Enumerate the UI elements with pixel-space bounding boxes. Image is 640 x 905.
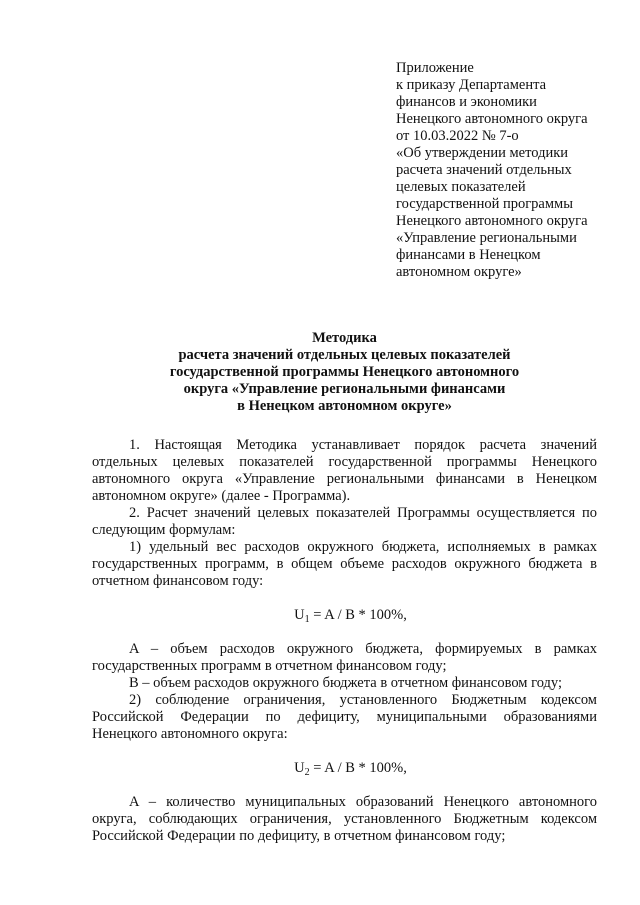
appendix-line: автономном округе» <box>396 264 522 280</box>
paragraph-2: 2. Расчет значений целевых показателей Программы осуществляется по следующим формулам: <box>92 505 597 538</box>
appendix-line: от 10.03.2022 № 7-о <box>396 128 519 144</box>
appendix-line: Ненецкого автономного округа <box>396 111 588 127</box>
paragraph-6: 2) соблюдение ограничения, установленного Бюджетным кодексом Российской Федерации по дефициту, муниципальными образованиями Ненецкого автономного округа: <box>92 692 597 742</box>
document-title <box>92 330 597 415</box>
appendix-line: расчета значений отдельных <box>396 162 572 178</box>
appendix-line: к приказу Департамента <box>396 77 547 93</box>
appendix-line: целевых показателей <box>396 179 526 195</box>
paragraph-3: 1) удельный вес расходов окружного бюджета, исполняемых в рамках государственных программ, в общем объеме расходов окружного бюджета в отчетном финансовом году: <box>92 539 597 589</box>
formula-2 <box>92 760 597 777</box>
formula-2-rest: = A / B * 100%, <box>309 760 407 776</box>
title-line: округа «Управление региональными финансами <box>183 381 506 397</box>
appendix-line: финансами в Ненецком <box>396 247 541 263</box>
appendix-block <box>396 60 626 281</box>
paragraph-5: B – объем расходов окружного бюджета в отчетном финансовом году; <box>129 675 562 691</box>
appendix-line: «Управление региональными <box>396 230 577 246</box>
formula-1 <box>92 607 597 624</box>
title-line: государственной программы Ненецкого автономного <box>169 364 520 380</box>
formula-1-rest: = A / B * 100%, <box>309 607 407 623</box>
paragraph-4: A – объем расходов окружного бюджета, формируемых в рамках государственных программ в отчетном финансовом году; <box>92 641 597 674</box>
title-line: в Ненецком автономном округе» <box>237 398 452 414</box>
formula-2-sub: 2 <box>304 767 310 778</box>
paragraph-7: A – количество муниципальных образований Ненецкого автономного округа, соблюдающих ограничения, установленного Бюджетным кодексом Российской Федерации по дефициту, в отчетном финансовом году; <box>92 794 597 844</box>
appendix-line: государственной программы <box>396 196 573 212</box>
title-line: расчета значений отдельных целевых показателей <box>178 347 511 363</box>
appendix-line: Ненецкого автономного округа <box>396 213 588 229</box>
title-line: Методика <box>312 330 377 346</box>
formula-1-var: U <box>294 607 305 623</box>
paragraph-1: 1. Настоящая Методика устанавливает порядок расчета значений отдельных целевых показателей государственной программы Ненецкого автономного округа «Управление региональными финансами в Ненецком автономном округе» (далее - Программа). <box>92 437 597 504</box>
appendix-line: «Об утверждении методики <box>396 145 569 161</box>
appendix-line: финансов и экономики <box>396 94 537 110</box>
formula-1-sub: 1 <box>304 614 310 625</box>
appendix-line: Приложение <box>396 60 474 76</box>
document-body <box>92 437 597 845</box>
formula-2-var: U <box>294 760 305 776</box>
